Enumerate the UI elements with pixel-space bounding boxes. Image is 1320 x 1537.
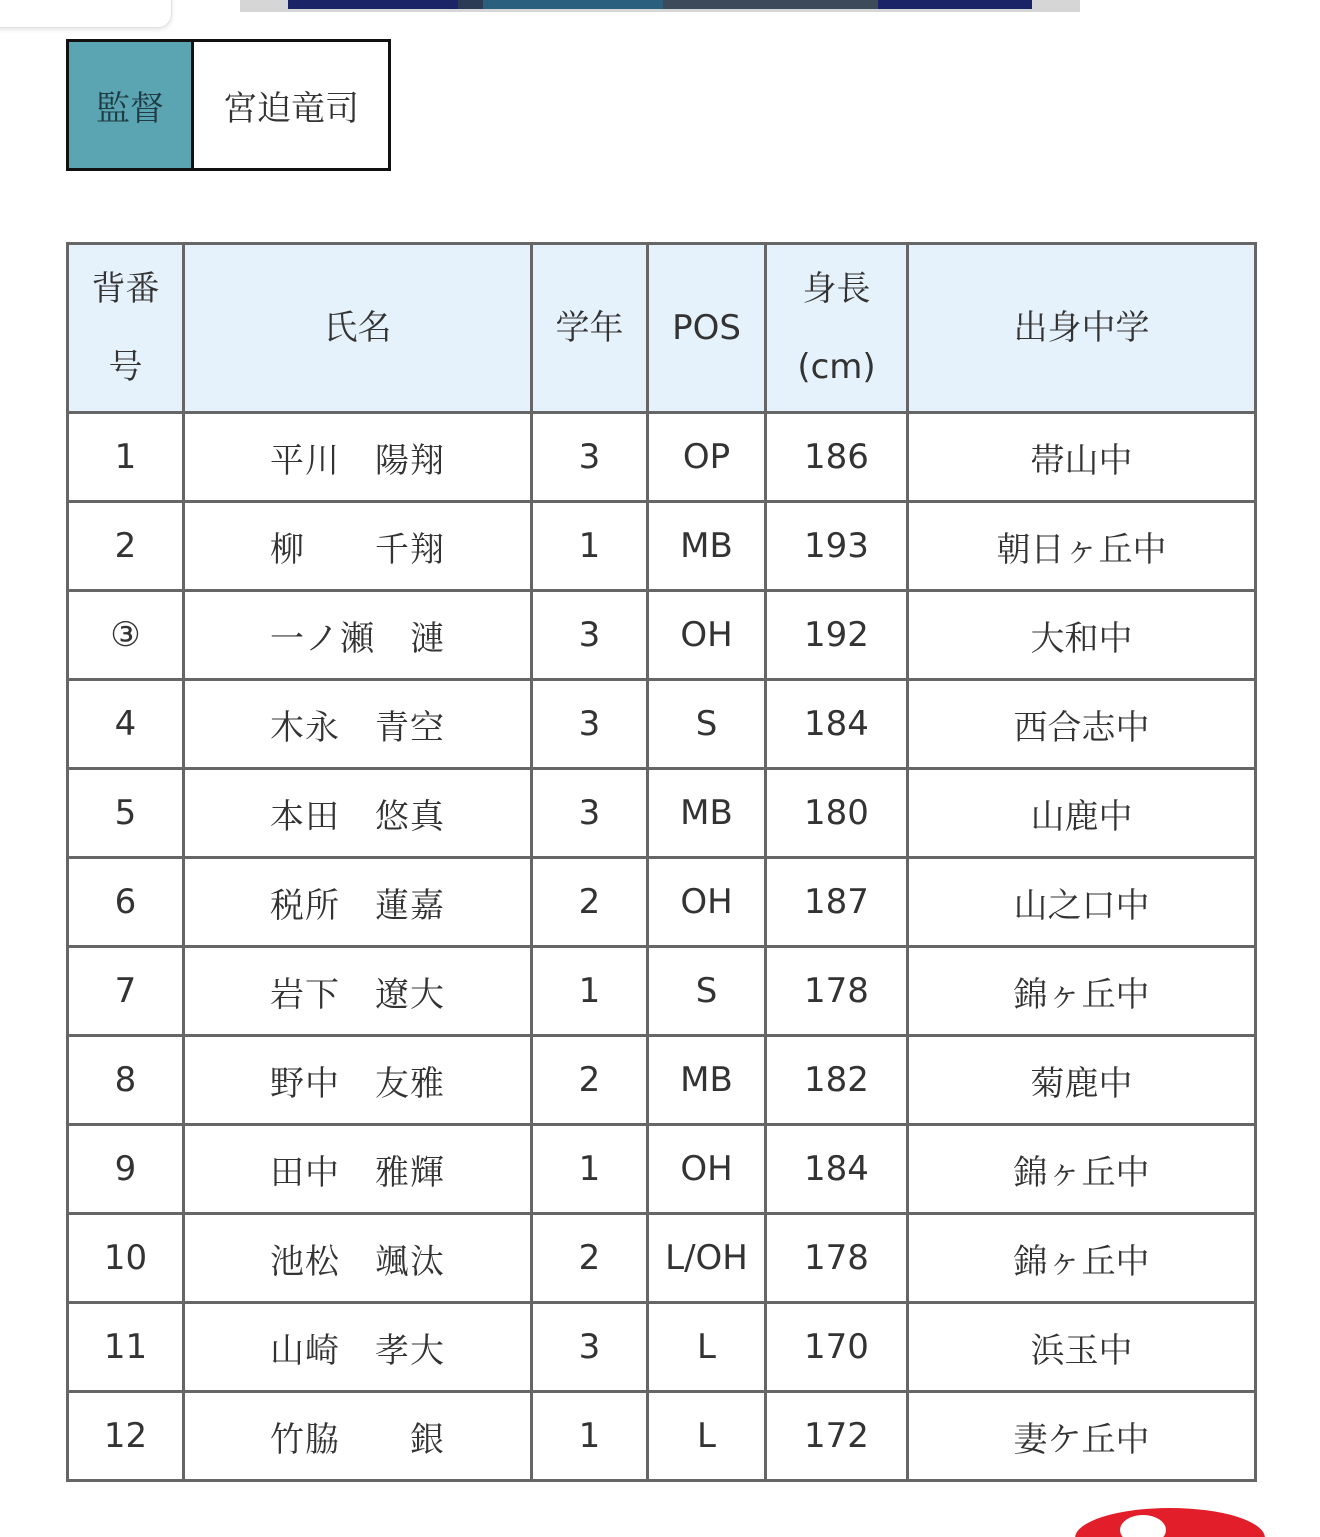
header-grade: 学年 (532, 244, 648, 413)
player-number: 8 (68, 1036, 184, 1125)
player-name: 田中 雅輝 (184, 1125, 532, 1214)
player-pos: L (648, 1392, 766, 1481)
player-height: 182 (766, 1036, 908, 1125)
player-number: 1 (68, 413, 184, 502)
header-height: 身長 (cm) (766, 244, 908, 413)
player-name: 竹脇 銀 (184, 1392, 532, 1481)
player-height: 192 (766, 591, 908, 680)
player-school: 錦ヶ丘中 (908, 1214, 1256, 1303)
player-name: 岩下 遼大 (184, 947, 532, 1036)
table-row (68, 1392, 1256, 1481)
player-number: 7 (68, 947, 184, 1036)
roster-table (66, 242, 1257, 1482)
header-pos: POS (648, 244, 766, 413)
header-number: 背番 号 (68, 244, 184, 413)
red-logo-fragment (1075, 1508, 1265, 1537)
player-height: 172 (766, 1392, 908, 1481)
player-name: 税所 蓮嘉 (184, 858, 532, 947)
player-school: 浜玉中 (908, 1303, 1256, 1392)
player-height: 178 (766, 1214, 908, 1303)
player-pos: OH (648, 591, 766, 680)
player-school: 西合志中 (908, 680, 1256, 769)
player-name: 池松 颯汰 (184, 1214, 532, 1303)
player-number: ③ (68, 591, 184, 680)
player-pos: L/OH (648, 1214, 766, 1303)
player-pos: OH (648, 1125, 766, 1214)
player-school: 錦ヶ丘中 (908, 947, 1256, 1036)
table-row (68, 502, 1256, 591)
red-logo-hole (1120, 1515, 1166, 1537)
player-number: 4 (68, 680, 184, 769)
player-school: 妻ケ丘中 (908, 1392, 1256, 1481)
player-grade: 3 (532, 413, 648, 502)
header-name: 氏名 (184, 244, 532, 413)
table-row (68, 591, 1256, 680)
player-school: 大和中 (908, 591, 1256, 680)
player-number: 2 (68, 502, 184, 591)
table-row (68, 858, 1256, 947)
table-row (68, 1303, 1256, 1392)
player-school: 山鹿中 (908, 769, 1256, 858)
table-row (68, 769, 1256, 858)
player-name: 本田 悠真 (184, 769, 532, 858)
player-grade: 3 (532, 1303, 648, 1392)
player-height: 180 (766, 769, 908, 858)
player-pos: S (648, 947, 766, 1036)
player-height: 193 (766, 502, 908, 591)
player-pos: MB (648, 769, 766, 858)
player-school: 帯山中 (908, 413, 1256, 502)
player-pos: OH (648, 858, 766, 947)
player-height: 184 (766, 680, 908, 769)
player-school: 山之口中 (908, 858, 1256, 947)
top-left-tab[interactable] (0, 0, 172, 28)
player-height: 184 (766, 1125, 908, 1214)
table-row (68, 1036, 1256, 1125)
top-banner-image (240, 0, 1080, 12)
player-grade: 2 (532, 1036, 648, 1125)
player-school: 朝日ヶ丘中 (908, 502, 1256, 591)
coach-row (68, 41, 390, 170)
player-grade: 3 (532, 769, 648, 858)
player-grade: 1 (532, 947, 648, 1036)
player-grade: 1 (532, 1392, 648, 1481)
player-grade: 1 (532, 1125, 648, 1214)
player-grade: 3 (532, 591, 648, 680)
player-name: 平川 陽翔 (184, 413, 532, 502)
player-grade: 2 (532, 1214, 648, 1303)
coach-name: 宮迫竜司 (193, 41, 390, 170)
header-school: 出身中学 (908, 244, 1256, 413)
player-grade: 1 (532, 502, 648, 591)
table-row (68, 1214, 1256, 1303)
player-number: 11 (68, 1303, 184, 1392)
player-pos: MB (648, 1036, 766, 1125)
player-name: 木永 青空 (184, 680, 532, 769)
player-height: 178 (766, 947, 908, 1036)
player-number: 6 (68, 858, 184, 947)
table-row (68, 1125, 1256, 1214)
player-height: 187 (766, 858, 908, 947)
player-name: 一ノ瀬 漣 (184, 591, 532, 680)
player-number: 9 (68, 1125, 184, 1214)
coach-table (66, 39, 391, 171)
coach-label: 監督 (68, 41, 193, 170)
player-number: 12 (68, 1392, 184, 1481)
player-school: 菊鹿中 (908, 1036, 1256, 1125)
roster-body (68, 413, 1256, 1481)
player-height: 170 (766, 1303, 908, 1392)
table-row (68, 413, 1256, 502)
player-name: 柳 千翔 (184, 502, 532, 591)
player-pos: S (648, 680, 766, 769)
player-grade: 2 (532, 858, 648, 947)
player-school: 錦ヶ丘中 (908, 1125, 1256, 1214)
roster-header-row (68, 244, 1256, 413)
player-pos: OP (648, 413, 766, 502)
table-row (68, 947, 1256, 1036)
player-grade: 3 (532, 680, 648, 769)
player-pos: MB (648, 502, 766, 591)
player-number: 5 (68, 769, 184, 858)
player-name: 山崎 孝大 (184, 1303, 532, 1392)
player-height: 186 (766, 413, 908, 502)
player-pos: L (648, 1303, 766, 1392)
player-number: 10 (68, 1214, 184, 1303)
player-name: 野中 友雅 (184, 1036, 532, 1125)
table-row (68, 680, 1256, 769)
